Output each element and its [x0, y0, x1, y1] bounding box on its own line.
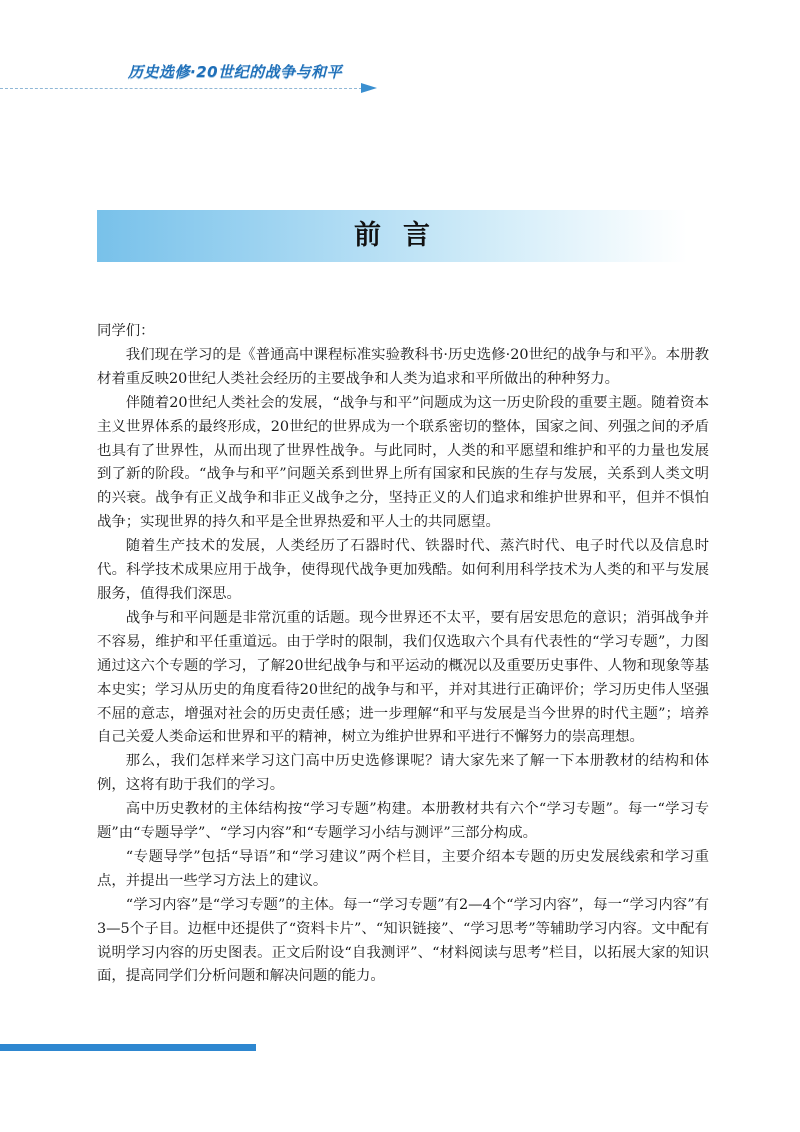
paragraph: 高中历史教材的主体结构按“学习专题”构建。本册教材共有六个“学习专题”。每一“学习专题”由“专题导学”、“学习内容”和“专题学习小结与测评”三部分构成。 [97, 801, 709, 842]
footer-accent-bar [0, 1044, 256, 1051]
paragraph: 战争与和平问题是非常沉重的话题。现今世界还不太平，要有居安思危的意识；消弭战争并不容易，维护和平任重道远。由于学时的限制，我们仅选取六个具有代表性的“学习专题”，力图通过这六个专题的学习，了解20世纪战争与和平运动的概况以及重要历史事件、人物和现象等基本史实；学习从历史的角度看待20世纪的战争与和平，并对其进行正确评价；学习历史伟人坚强不屈的意志，增强对社会的历史责任感；进一步理解“和平与发展是当今世界的时代主题”；培养自己关爱人类命运和世界和平的精神，树立为维护世界和平进行不懈努力的崇高理想。 [97, 609, 709, 746]
paragraph: 那么，我们怎样来学习这门高中历史选修课呢？请大家先来了解一下本册教材的结构和体例，这将有助于我们的学习。 [97, 753, 709, 794]
salutation: 同学们： [97, 323, 155, 339]
header-dashed-rule [0, 88, 362, 89]
paragraph: 伴随着20世纪人类社会的发展，“战争与和平”问题成为这一历史阶段的重要主题。随着资本主义世界体系的最终形成，20世纪的世界成为一个联系密切的整体，国家之间、列强之间的矛盾也具有了世界性，从而出现了世界性战争。与此同时，人类的和平愿望和维护和平的力量也发展到了新的阶段。“战争与和平”问题关系到世界上所有国家和民族的生存与发展，关系到人类文明的兴衰。战争有正义战争和非正义战争之分，坚持正义的人们追求和维护世界和平，但并不惧怕战争；实现世界的持久和平是全世界热爱和平人士的共同愿望。 [97, 394, 709, 531]
page-title: 前言 [354, 220, 452, 251]
preface-body [97, 320, 709, 989]
paragraph: “专题导学”包括“导语”和“学习建议”两个栏目，主要介绍本专题的历史发展线索和学习重点，并提出一些学习方法上的建议。 [97, 848, 709, 889]
header-arrow-icon [361, 83, 377, 93]
paragraph: “学习内容”是“学习专题”的主体。每一“学习专题”有2—4个“学习内容”，每一“学习内容”有3—5个子目。边框中还提供了“资料卡片”、“知识链接”、“学习思考”等辅助学习内容。文中配有说明学习内容的历史图表。正文后附设“自我测评”、“材料阅读与思考”栏目，以拓展大家的知识面，提高同学们分析问题和解决问题的能力。 [97, 896, 709, 985]
running-header-title: 历史选修·20世纪的战争与和平 [128, 63, 343, 81]
paragraph: 随着生产技术的发展，人类经历了石器时代、铁器时代、蒸汽时代、电子时代以及信息时代。科学技术成果应用于战争，使得现代战争更加残酷。如何利用科学技术为人类的和平与发展服务，值得我们深思。 [97, 538, 709, 602]
title-banner [97, 210, 687, 262]
paragraph: 我们现在学习的是《普通高中课程标准实验教科书·历史选修·20世纪的战争与和平》。本册教材着重反映20世纪人类社会经历的主要战争和人类为追求和平所做出的种种努力。 [97, 346, 709, 387]
